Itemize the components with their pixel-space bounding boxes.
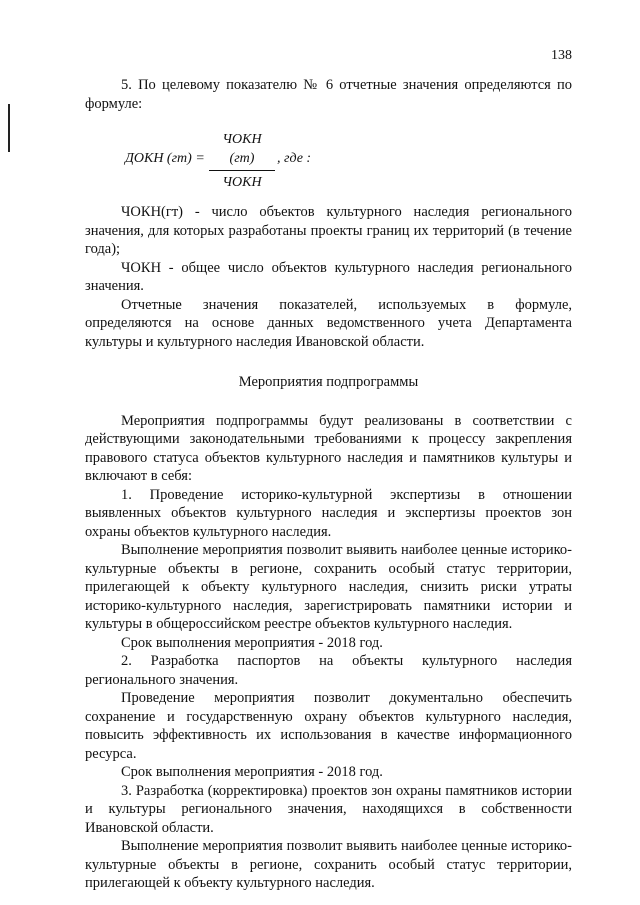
paragraph-item-2-result: Проведение мероприятия позволит документально обеспечить сохранение и государственную охрану объектов культурного наследия, повысить эффективность их использования в качестве информационного ресурса. bbox=[85, 690, 572, 762]
paragraph-item-1-deadline: Срок выполнения мероприятия - 2018 год. bbox=[121, 634, 383, 651]
paragraph-item-3-result: Выполнение мероприятия позволит выявить наиболее ценные историко-культурные объекты в регионе, сохранить особый статус территории, прилегающей к объекту культурного наследия. bbox=[85, 838, 572, 891]
list-item-2: 2. Разработка паспортов на объекты культурного наследия регионального значения. bbox=[85, 653, 572, 688]
paragraph-intro: Мероприятия подпрограммы будут реализованы в соответствии с действующими законодательными требованиями к процессу закрепления правового статуса объектов культурного наследия и памятников культуры и включают в себя: bbox=[85, 412, 572, 484]
formula-lhs: ДОКН (гт) = bbox=[125, 151, 205, 166]
paragraph-item-2-deadline: Срок выполнения мероприятия - 2018 год. bbox=[121, 764, 383, 780]
paragraph-data-source: Отчетные значения показателей, используемых в формуле, определяются на основе данных ведомственного учета Департамента культуры и культурного наследия Ивановской области. bbox=[85, 296, 572, 350]
section-heading: Мероприятия подпрограммы bbox=[238, 374, 419, 390]
formula-fraction bbox=[209, 131, 275, 193]
formula-numerator: ЧОКН (гт) bbox=[209, 131, 275, 171]
list-item-1: 1. Проведение историко-культурной экспертизы в отношении выявленных объектов культурного наследия и экспертизы проектов зон охраны объектов культурного наследия. bbox=[85, 486, 572, 540]
paragraph-indicator-6: 5. По целевому показателю № 6 отчетные значения определяются по формуле: bbox=[85, 77, 572, 112]
formula bbox=[85, 129, 572, 189]
page-number: 138 bbox=[551, 48, 572, 63]
definition-chokn-gt: ЧОКН(гт) - число объектов культурного наследия регионального значения, для которых разработаны проекты границ их территорий (в течение года); bbox=[85, 204, 572, 257]
margin-line bbox=[8, 104, 10, 152]
list-item-3: 3. Разработка (корректировка) проектов зон охраны памятников истории и культуры регионального значения, находящихся в собственности Ивановской области. bbox=[85, 782, 572, 836]
paragraph-item-1-result: Выполнение мероприятия позволит выявить наиболее ценные историко-культурные объекты в регионе, сохранить особый статус территории, прилегающей к объекту культурного наследия, снизить риски утраты историко-культурного наследия, зарегистрировать памятники истории и культуры в общероссийском реестре объектов культурного наследия. bbox=[85, 542, 572, 632]
document-body bbox=[85, 76, 572, 893]
formula-suffix: , где : bbox=[277, 151, 312, 166]
formula-denominator: ЧОКН bbox=[222, 175, 262, 190]
definition-chokn: ЧОКН - общее число объектов культурного наследия регионального значения. bbox=[85, 259, 572, 294]
